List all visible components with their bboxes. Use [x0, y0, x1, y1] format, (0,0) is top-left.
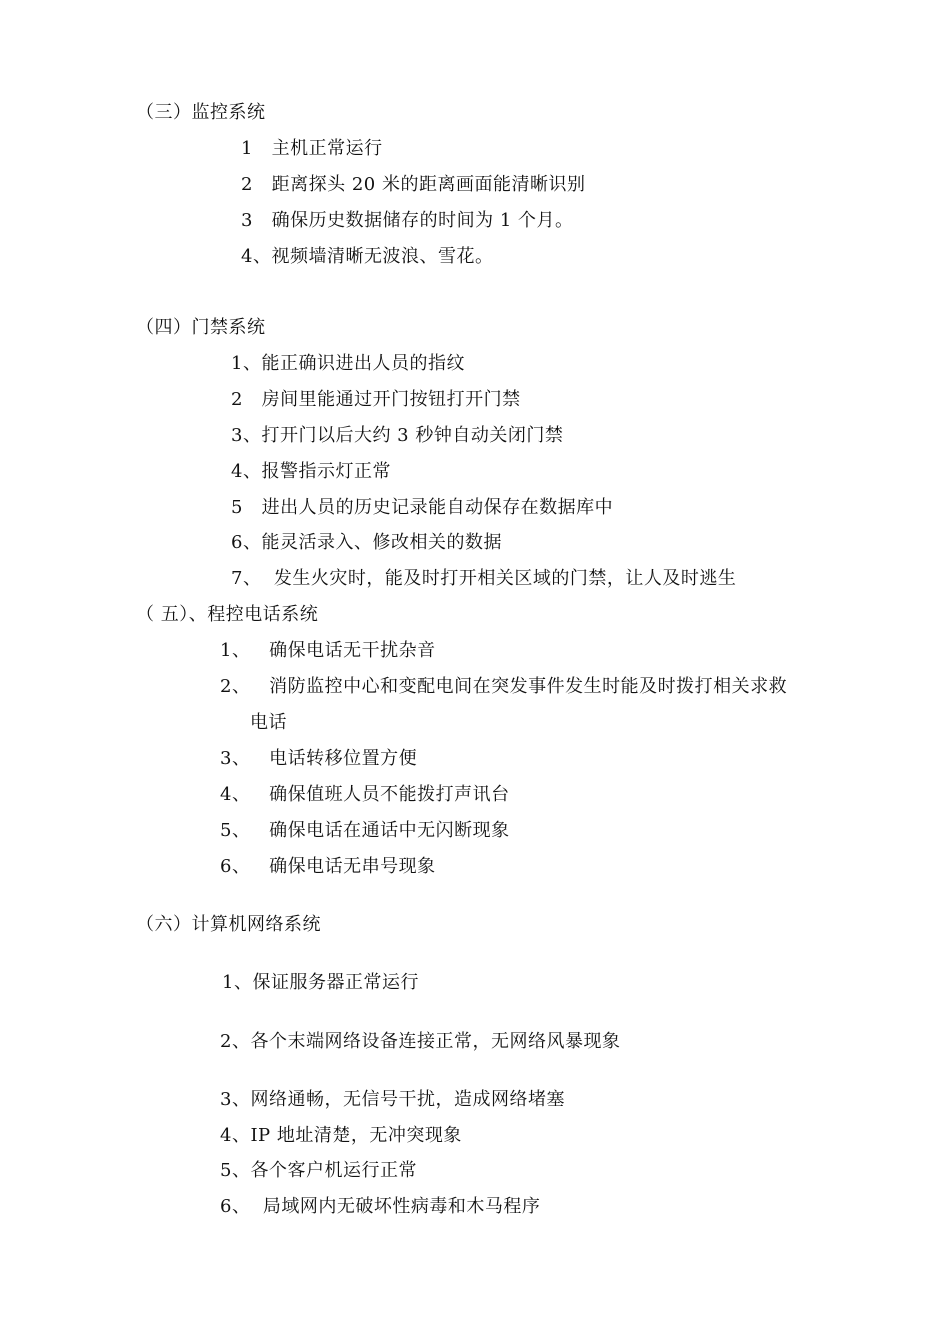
- section-heading-access-control: （四）门禁系统: [136, 317, 266, 338]
- list-item: 3、网络通畅，无信号干扰，造成网络堵塞: [220, 1089, 565, 1110]
- list-item: 1 主机正常运行: [241, 138, 383, 159]
- list-item: 6、 确保电话无串号现象: [220, 856, 436, 877]
- list-item-continuation: 电话: [250, 712, 287, 733]
- list-item: 4、 确保值班人员不能拨打声讯台: [220, 784, 510, 805]
- list-item: 3、打开门以后大约 3 秒钟自动关闭门禁: [231, 425, 564, 446]
- list-item: 5 进出人员的历史记录能自动保存在数据库中: [231, 497, 614, 518]
- list-item: 7、 发生火灾时，能及时打开相关区域的门禁，让人及时逃生: [231, 568, 737, 589]
- list-item: 6、能灵活录入、修改相关的数据: [231, 532, 502, 553]
- list-item: 5、 确保电话在通话中无闪断现象: [220, 820, 510, 841]
- list-item: 1、能正确识进出人员的指纹: [231, 353, 465, 374]
- list-item: 3 确保历史数据储存的时间为 1 个月。: [241, 210, 574, 231]
- list-item: 2 距离探头 20 米的距离画面能清晰识别: [241, 174, 586, 195]
- list-item: 3、 电话转移位置方便: [220, 748, 418, 769]
- list-item: 4、报警指示灯正常: [231, 461, 391, 482]
- list-item: 4、视频墙清晰无波浪、雪花。: [241, 246, 494, 267]
- section-heading-network: （六）计算机网络系统: [136, 914, 321, 935]
- list-item: 1、保证服务器正常运行: [222, 972, 419, 993]
- list-item: 2 房间里能通过开门按钮打开门禁: [231, 389, 521, 410]
- list-item: 2、 消防监控中心和变配电间在突发事件发生时能及时拨打相关求救: [220, 676, 788, 697]
- list-item: 2、各个末端网络设备连接正常，无网络风暴现象: [220, 1031, 621, 1052]
- list-item: 6、 局域网内无破坏性病毒和木马程序: [220, 1196, 541, 1217]
- section-heading-monitoring: （三）监控系统: [136, 102, 266, 123]
- list-item: 5、各个客户机运行正常: [220, 1160, 417, 1181]
- list-item: 1、 确保电话无干扰杂音: [220, 640, 436, 661]
- list-item: 4、IP 地址清楚，无冲突现象: [220, 1125, 462, 1146]
- section-heading-telephone: （ 五）、程控电话系统: [136, 604, 319, 625]
